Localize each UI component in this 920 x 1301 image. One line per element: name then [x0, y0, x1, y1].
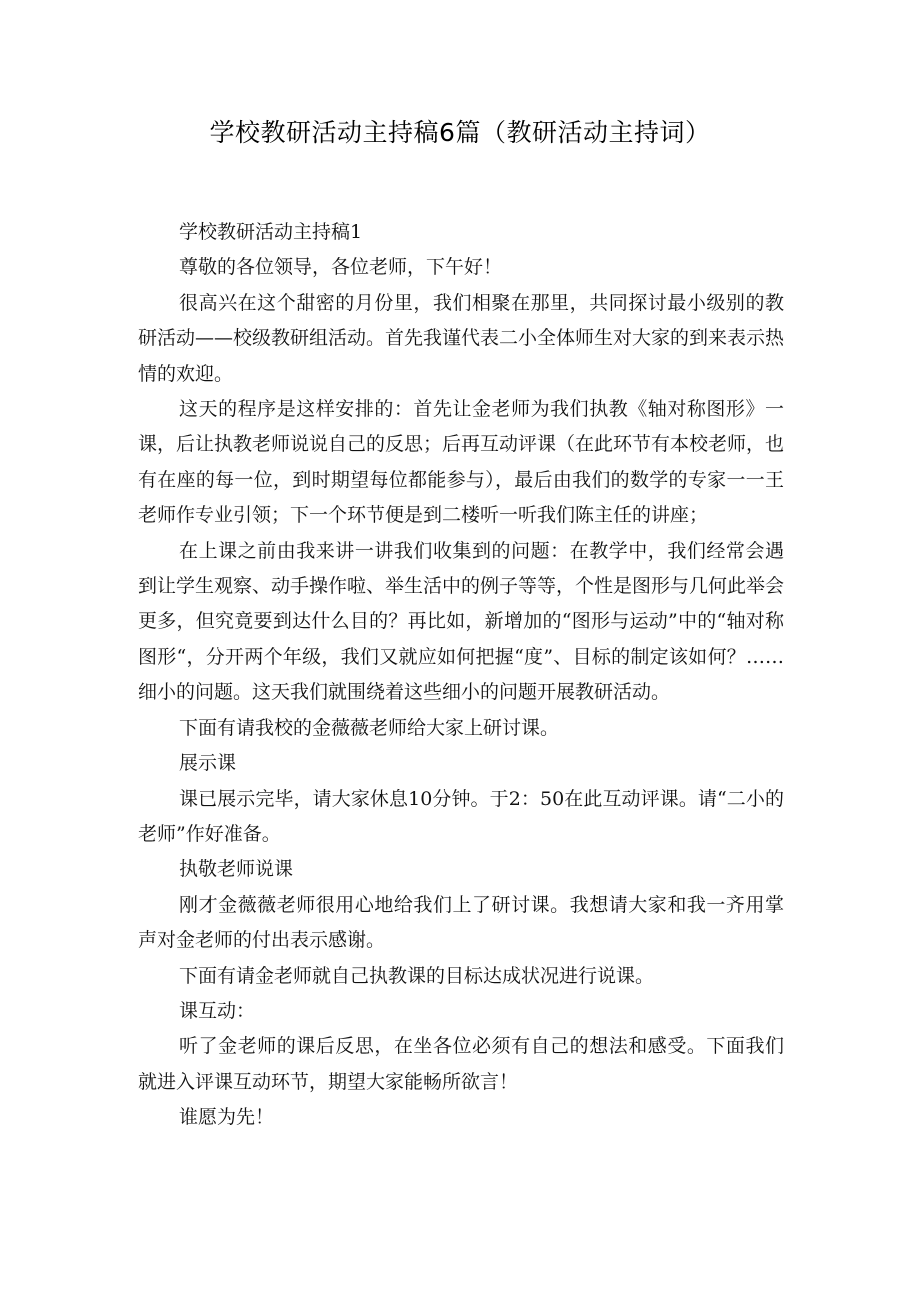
questions-paragraph: 在上课之前由我来讲一讲我们收集到的问题：在教学中，我们经常会遇到让学生观察、动手操作啦、举生活中的例子等等，个性是图形与几何此举会更多，但究竟要到达什么目的？再比如，新增加的“图形与运动”中的“轴对称图形“，分开两个年级，我们又就应如何把握“度”、目标的制定该如何？……细小的问题。这天我们就围绕着这些细小的问题开展教研活动。 — [138, 539, 785, 704]
subheading-teacher-talk: 执敬老师说课 — [179, 858, 294, 881]
thanks-paragraph: 刚才金薇薇老师很用心地给我们上了研讨课。我想请大家和我一齐用掌声对金老师的付出表示感谢。 — [138, 893, 784, 952]
document-title: 学校教研活动主持稿6篇（教研活动主持词） — [209, 118, 711, 147]
discussion-paragraph: 听了金老师的课后反思，在坐各位必须有自己的想法和感受。下面我们就进入评课互动环节，期望大家能畅所欲言！ — [138, 1035, 784, 1093]
greeting-paragraph: 尊敬的各位领导，各位老师，下午好！ — [179, 256, 503, 279]
subheading-demo-lesson: 展示课 — [179, 752, 237, 775]
schedule-paragraph: 这天的程序是这样安排的：首先让金老师为我们执教《轴对称图形》一课，后让执教老师说说自己的反思；后再互动评课（在此环节有本校老师，也有在座的每一位，到时期望每位都能参与），最后由我们的数学的专家一一王老师作专业引领；下一个环节便是到二楼听一听我们陈主任的讲座； — [138, 398, 785, 527]
invite-lesson-paragraph: 下面有请我校的金薇薇老师给大家上研讨课。 — [179, 716, 560, 739]
closing-line: 谁愿为先！ — [179, 1106, 275, 1129]
section-heading: 学校教研活动主持稿1 — [179, 221, 363, 243]
break-paragraph: 课已展示完毕，请大家休息10分钟。于2：50在此互动评课。请“二小的老师”作好准备。 — [138, 787, 784, 845]
document-body — [138, 215, 784, 1136]
subheading-interaction: 课互动： — [179, 999, 256, 1022]
invite-talk-paragraph: 下面有请金老师就自己执教课的目标达成状况进行说课。 — [179, 964, 655, 987]
welcome-paragraph: 很高兴在这个甜密的月份里，我们相聚在那里，共同探讨最小级别的教研活动——校级教研组活动。首先我谨代表二小全体师生对大家的到来表示热情的欢迎。 — [138, 291, 785, 385]
